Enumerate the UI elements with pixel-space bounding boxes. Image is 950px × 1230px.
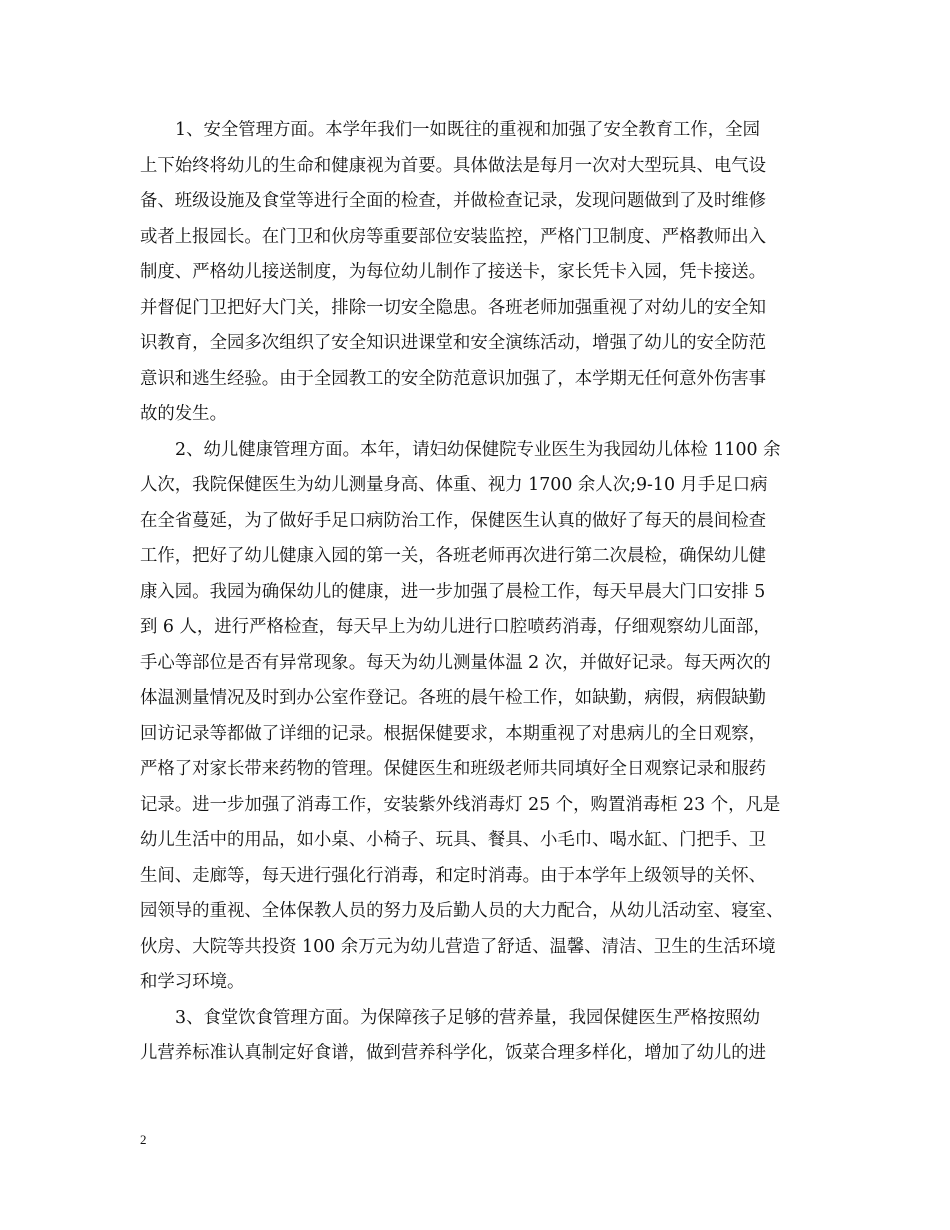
text-line: 备、班级设施及食堂等进行全面的检查，并做检查记录，发现问题做到了及时维修 bbox=[140, 191, 767, 211]
text-line: 园领导的重视、全体保教人员的努力及后勤人员的大力配合，从幼儿活动室、寝室、 bbox=[140, 901, 784, 921]
text-line: 回访记录等都做了详细的记录。根据保健要求，本期重视了对患病儿的全日观察， bbox=[140, 723, 767, 744]
text-line: 3、食堂饮食管理方面。为保障孩子足够的营养量，我园保健医生严格按照幼 bbox=[175, 1007, 760, 1028]
text-line: 2、幼儿健康管理方面。本年，请妇幼保健院专业医生为我园幼儿体检 1100 余 bbox=[175, 439, 781, 460]
text-line: 儿营养标准认真制定好食谱，做到营养科学化，饭菜合理多样化，增加了幼儿的进 bbox=[140, 1043, 767, 1063]
text-line: 识教育，全园多次组织了安全知识进课堂和安全演练活动，增强了幼儿的安全防范 bbox=[140, 333, 767, 353]
text-line: 记录。进一步加强了消毒工作，安装紫外线消毒灯 25 个，购置消毒柜 23 个，凡是 bbox=[140, 794, 781, 815]
text-line: 幼儿生活中的用品，如小桌、小椅子、玩具、餐具、小毛巾、喝水缸、门把手、卫 bbox=[140, 830, 767, 850]
text-line: 到 6 人，进行严格检查，每天早上为幼儿进行口腔喷药消毒，仔细观察幼儿面部， bbox=[140, 617, 771, 637]
text-line: 制度、严格幼儿接送制度，为每位幼儿制作了接送卡，家长凭卡入园，凭卡接送。 bbox=[140, 262, 767, 282]
text-line: 体温测量情况及时到办公室作登记。各班的晨午检工作，如缺勤，病假，病假缺勤 bbox=[140, 688, 767, 708]
text-line: 和学习环境。 bbox=[140, 972, 245, 992]
paragraph-canteen-management bbox=[140, 1001, 830, 1072]
text-line: 手心等部位是否有异常现象。每天为幼儿测量体温 2 次，并做好记录。每天两次的 bbox=[140, 652, 771, 673]
text-line: 故的发生。 bbox=[140, 404, 227, 424]
text-line: 康入园。我园为确保幼儿的健康，进一步加强了晨检工作，每天早晨大门口安排 5 bbox=[140, 581, 766, 602]
page-number: 2 bbox=[140, 1132, 147, 1147]
text-line: 在全省蔓延，为了做好手足口病防治工作，保健医生认真的做好了每天的晨间检查 bbox=[140, 510, 767, 531]
text-line: 并督促门卫把好大门关，排除一切安全隐患。各班老师加强重视了对幼儿的安全知 bbox=[140, 297, 767, 318]
text-line: 或者上报园长。在门卫和伙房等重要部位安装监控，严格门卫制度、严格教师出入 bbox=[140, 226, 767, 247]
text-line: 工作，把好了幼儿健康入园的第一关，各班老师再次进行第二次晨检，确保幼儿健 bbox=[140, 546, 767, 566]
text-line: 生间、走廊等，每天进行强化行消毒，和定时消毒。由于本学年上级领导的关怀、 bbox=[140, 865, 767, 886]
text-line: 严格了对家长带来药物的管理。保健医生和班级老师共同填好全日观察记录和服药 bbox=[140, 759, 767, 779]
paragraph-safety-management bbox=[140, 113, 830, 433]
text-line: 上下始终将幼儿的生命和健康视为首要。具体做法是每月一次对大型玩具、电气设 bbox=[140, 155, 767, 176]
document-body bbox=[140, 113, 830, 1072]
text-line: 1、安全管理方面。本学年我们一如既往的重视和加强了安全教育工作，全园 bbox=[175, 120, 760, 140]
text-line: 意识和逃生经验。由于全园教工的安全防范意识加强了，本学期无任何意外伤害事 bbox=[140, 368, 767, 389]
text-line: 人次，我院保健医生为幼儿测量身高、体重、视力 1700 余人次;9-10 月手足口病 bbox=[140, 475, 768, 495]
text-line: 伙房、大院等共投资 100 余万元为幼儿营造了舒适、温馨、清洁、卫生的生活环境 bbox=[140, 936, 776, 957]
paragraph-health-management bbox=[140, 433, 830, 1001]
